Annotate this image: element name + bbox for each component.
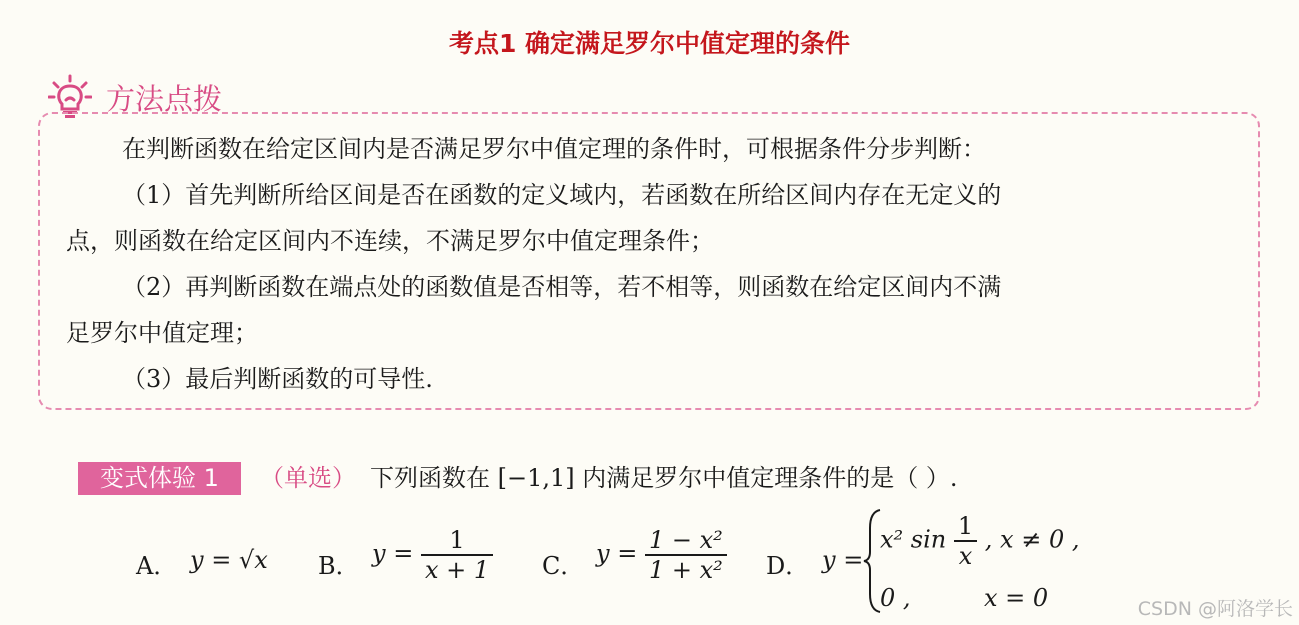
option-d-case1-numerator: 1 <box>957 512 974 540</box>
option-a-label: A． <box>136 552 178 580</box>
option-c-expr <box>596 526 727 584</box>
option-d-case2-b: x = 0 <box>984 584 1049 612</box>
option-c-numerator: 1 − x² <box>648 526 723 554</box>
option-d-case1-fraction <box>954 512 977 570</box>
option-d-case1-b: , x ≠ 0 , <box>984 525 1080 554</box>
option-b-expr <box>372 526 493 584</box>
option-d-case1-denominator: x <box>954 540 977 570</box>
question-text: 下列函数在 [−1,1] 内满足罗尔中值定理条件的是（ ）. <box>370 464 958 492</box>
option-b-lhs: y = <box>372 539 414 568</box>
option-c-lhs: y = <box>596 539 638 568</box>
option-d-case2-a: 0 , <box>880 584 911 612</box>
question-type-tag: （单选） <box>260 464 356 492</box>
method-line-3: 点，则函数在给定区间内不连续，不满足罗尔中值定理条件； <box>66 227 714 255</box>
exercise-badge: 变式体验 1 <box>78 462 241 495</box>
method-line-5: 足罗尔中值定理； <box>66 319 258 347</box>
method-line-6: （3）最后判断函数的可导性. <box>122 365 433 393</box>
page-title: 考点1 确定满足罗尔中值定理的条件 <box>448 29 851 58</box>
method-line-1: 在判断函数在给定区间内是否满足罗尔中值定理的条件时，可根据条件分步判断： <box>122 135 986 163</box>
method-line-2: （1）首先判断所给区间是否在函数的定义域内，若函数在所给区间内存在无定义的 <box>122 181 1002 209</box>
method-label: 方法点拨 <box>106 81 223 116</box>
option-d-lhs: y = <box>822 546 864 574</box>
option-c-denominator: 1 + x² <box>645 554 727 584</box>
option-c-label: C． <box>542 552 585 580</box>
option-a-expr: y = √x <box>190 546 268 574</box>
option-b-label: B． <box>318 552 360 580</box>
method-line-4: （2）再判断函数在端点处的函数值是否相等，若不相等，则函数在给定区间内不满 <box>122 273 1002 301</box>
option-d-label: D． <box>766 552 810 580</box>
option-d-case-1 <box>880 512 1079 570</box>
option-b-denominator: x + 1 <box>421 554 493 584</box>
watermark: CSDN @阿洛学长 <box>1137 598 1293 620</box>
option-b-numerator: 1 <box>449 526 465 554</box>
option-b-fraction <box>421 526 493 584</box>
option-d-case1-a: x² sin <box>880 525 947 554</box>
option-c-fraction <box>645 526 727 584</box>
